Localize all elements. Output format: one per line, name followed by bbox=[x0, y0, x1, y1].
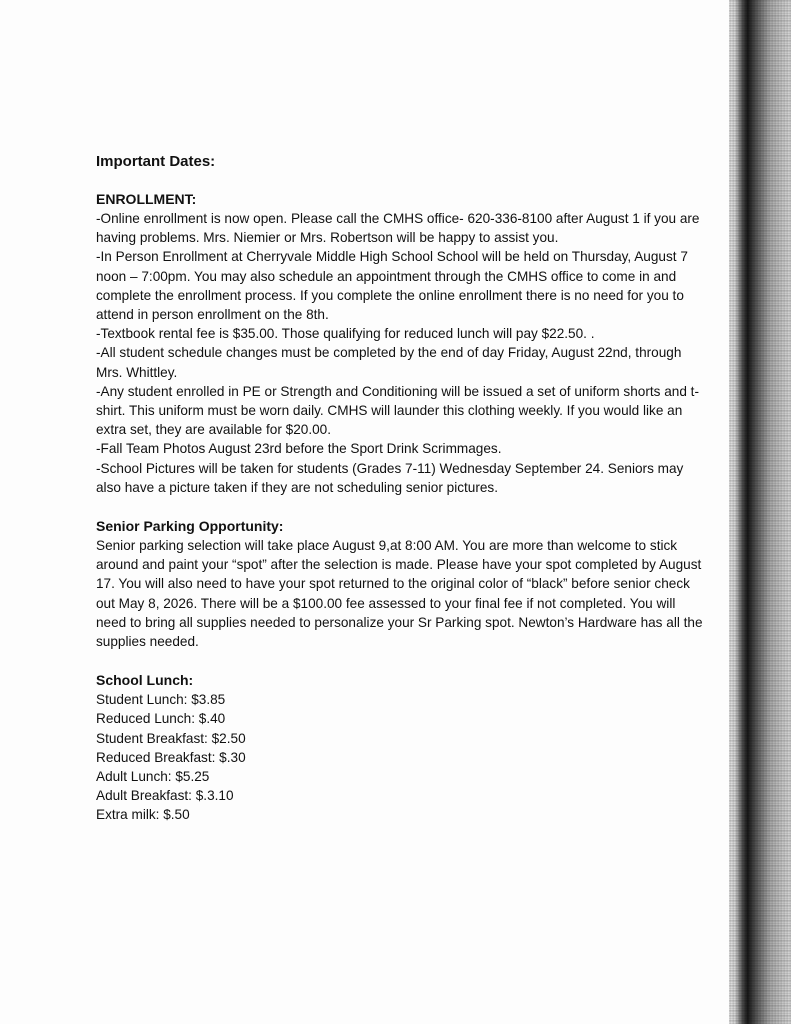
enrollment-heading: ENROLLMENT: bbox=[96, 191, 197, 207]
senior-parking-section bbox=[96, 516, 708, 651]
enrollment-item: -Fall Team Photos August 23rd before the Sport Drink Scrimmages. bbox=[96, 441, 502, 457]
scan-shadow-edge bbox=[729, 0, 791, 1024]
enrollment-item: -Any student enrolled in PE or Strength and Conditioning will be issued a set of uniform shorts and t-shirt. This uniform must be worn daily. CMHS will launder this clothing weekly. If you would like an extra set, they are available for $20.00. bbox=[96, 383, 699, 438]
lunch-price-item: Reduced Lunch: $.40 bbox=[96, 711, 226, 727]
school-lunch-heading: School Lunch: bbox=[96, 672, 194, 689]
document-body bbox=[96, 152, 708, 844]
enrollment-item: -Online enrollment is now open. Please call the CMHS office- 620-336-8100 after August 1 if you are having problems. Mrs. Niemier or Mrs. Robertson will be happy to assist you. bbox=[96, 211, 700, 246]
enrollment-item: -In Person Enrollment at Cherryvale Middle High School School will be held on Thursday, August 7 noon – 7:00pm. You may also schedule an appointment through the CMHS office to come in and complete the enrollment process. If you complete the online enrollment there is no need for you to attend in person enrollment on the 8th. bbox=[96, 249, 688, 323]
senior-parking-body: Senior parking selection will take place August 9,at 8:00 AM. You are more than welcome to stick around and paint your “spot” after the selection is made. Please have your spot completed by August 17. You will also need to have your spot returned to the original color of “black” before senior check out May 8, 2026. There will be a $100.00 fee assessed to your final fee if not completed. You will need to bring all supplies needed to personalize your Sr Parking spot. Newton’s Hardware has all the supplies needed. bbox=[96, 538, 703, 650]
lunch-price-item: Student Lunch: $3.85 bbox=[96, 692, 226, 708]
page-title: Important Dates: bbox=[96, 153, 216, 170]
lunch-price-item: Adult Lunch: $5.25 bbox=[96, 769, 210, 785]
lunch-price-item: Extra milk: $.50 bbox=[96, 807, 190, 823]
enrollment-item: -School Pictures will be taken for students (Grades 7-11) Wednesday September 24. Seniors may also have a picture taken if they are not scheduling senior pictures. bbox=[96, 460, 684, 495]
enrollment-item: -Textbook rental fee is $35.00. Those qualifying for reduced lunch will pay $22.50. . bbox=[96, 326, 595, 342]
lunch-price-item: Adult Breakfast: $.3.10 bbox=[96, 788, 234, 804]
enrollment-item: -All student schedule changes must be completed by the end of day Friday, August 22nd, through Mrs. Whittley. bbox=[96, 345, 682, 380]
senior-parking-heading: Senior Parking Opportunity: bbox=[96, 518, 284, 535]
enrollment-section bbox=[96, 189, 708, 497]
lunch-price-item: Student Breakfast: $2.50 bbox=[96, 730, 246, 746]
lunch-price-item: Reduced Breakfast: $.30 bbox=[96, 749, 246, 765]
school-lunch-section bbox=[96, 670, 708, 824]
